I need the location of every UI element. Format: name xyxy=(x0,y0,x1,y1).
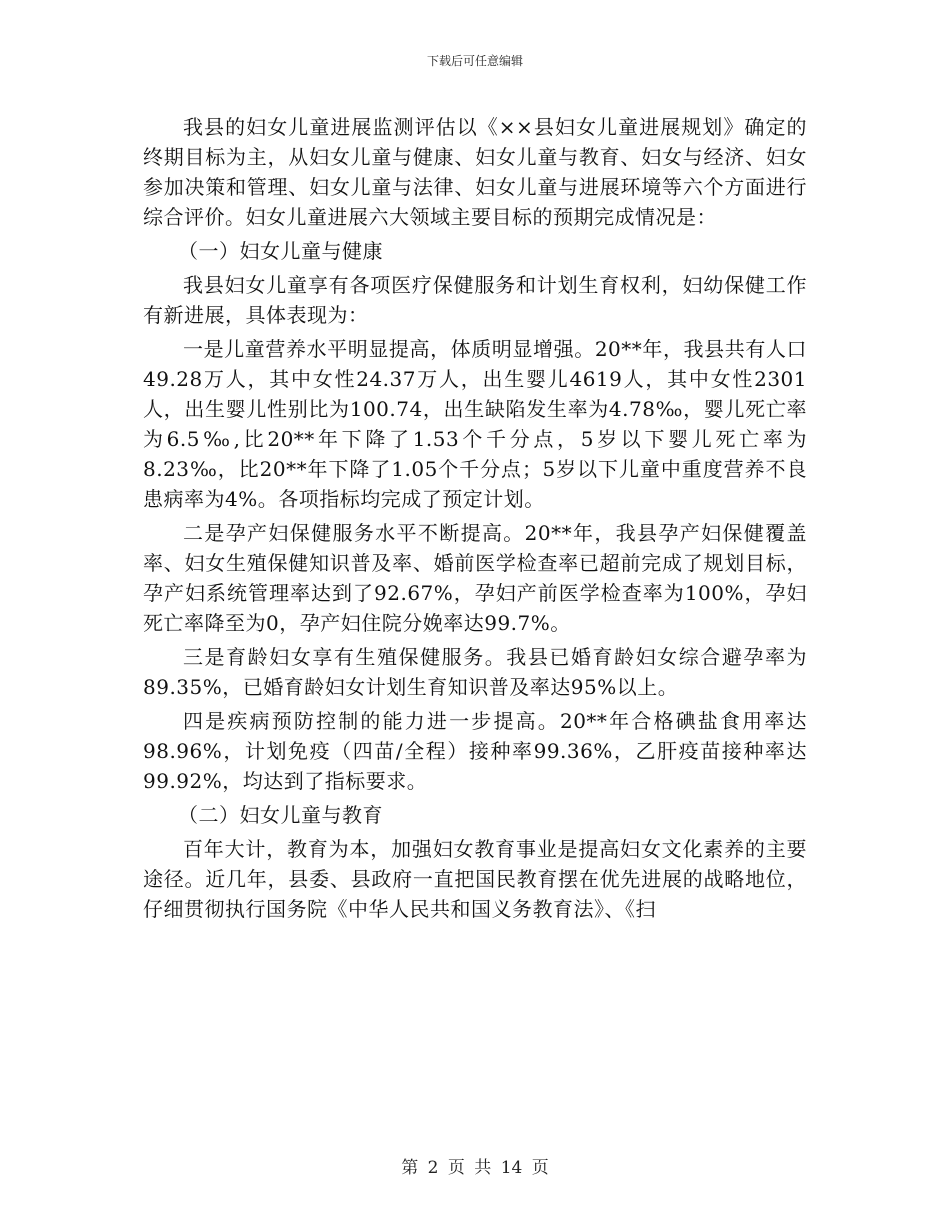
paragraph-health-overview: 我县妇女儿童享有各项医疗保健服务和计划生育权利，妇幼保健工作有新进展，具体表现为： xyxy=(143,273,807,327)
paragraph-reproductive-health: 三是育龄妇女享有生殖保健服务。我县已婚育龄妇女综合避孕率为89.35%，已婚育龄妇女计划生育知识普及率达95%以上。 xyxy=(143,645,807,699)
paragraph-intro: 我县的妇女儿童进展监测评估以《××县妇女儿童进展规划》确定的终期目标为主，从妇女儿童与健康、妇女儿童与教育、妇女与经济、妇女参加决策和管理、妇女儿童与法律、妇女儿童与进展环境等六个方面进行综合评价。妇女儿童进展六大领域主要目标的预期完成情况是： xyxy=(143,115,807,229)
section-heading-health: （一）妇女儿童与健康 xyxy=(178,239,383,263)
document-body xyxy=(143,112,807,928)
header-text: 下载后可任意编辑 xyxy=(426,54,523,68)
paragraph-education: 百年大计，教育为本，加强妇女教育事业是提高妇女文化素养的主要途径。近几年，县委、县政府一直把国民教育摆在优先进展的战略地位，仔细贯彻执行国务院《中华人民共和国义务教育法》、《扫 xyxy=(143,837,807,921)
page-footer xyxy=(0,1153,950,1178)
section-heading-education: （二）妇女儿童与教育 xyxy=(178,803,383,827)
paragraph-child-nutrition: 一是儿童营养水平明显提高，体质明显增强。20**年，我县共有人口49.28万人，其中女性24.37万人，出生婴儿4619人，其中女性2301人，出生婴儿性别比为100.74，出生缺陷发生率为4.78‰，婴儿死亡率为6.5‰,比20**年下降了1.53个千分点，5岁以下婴儿死亡率为8.23‰，比20**年下降了1.05个千分点；5岁以下儿童中重度营养不良患病率为4%。各项指标均完成了预定计划。 xyxy=(143,337,807,511)
page-number: 第 2 页 共 14 页 xyxy=(401,1158,549,1178)
paragraph-maternal-care: 二是孕产妇保健服务水平不断提高。20**年，我县孕产妇保健覆盖率、妇女生殖保健知识普及率、婚前医学检查率已超前完成了规划目标，孕产妇系统管理率达到了92.67%，孕妇产前医学检查率为100%，孕妇死亡率降至为0，孕产妇住院分娩率达99.7%。 xyxy=(143,521,807,635)
paragraph-disease-prevention: 四是疾病预防控制的能力进一步提高。20**年合格碘盐食用率达98.96%，计划免疫（四苗/全程）接种率99.36%，乙肝疫苗接种率达99.92%，均达到了指标要求。 xyxy=(143,709,807,793)
page-header xyxy=(0,52,950,69)
